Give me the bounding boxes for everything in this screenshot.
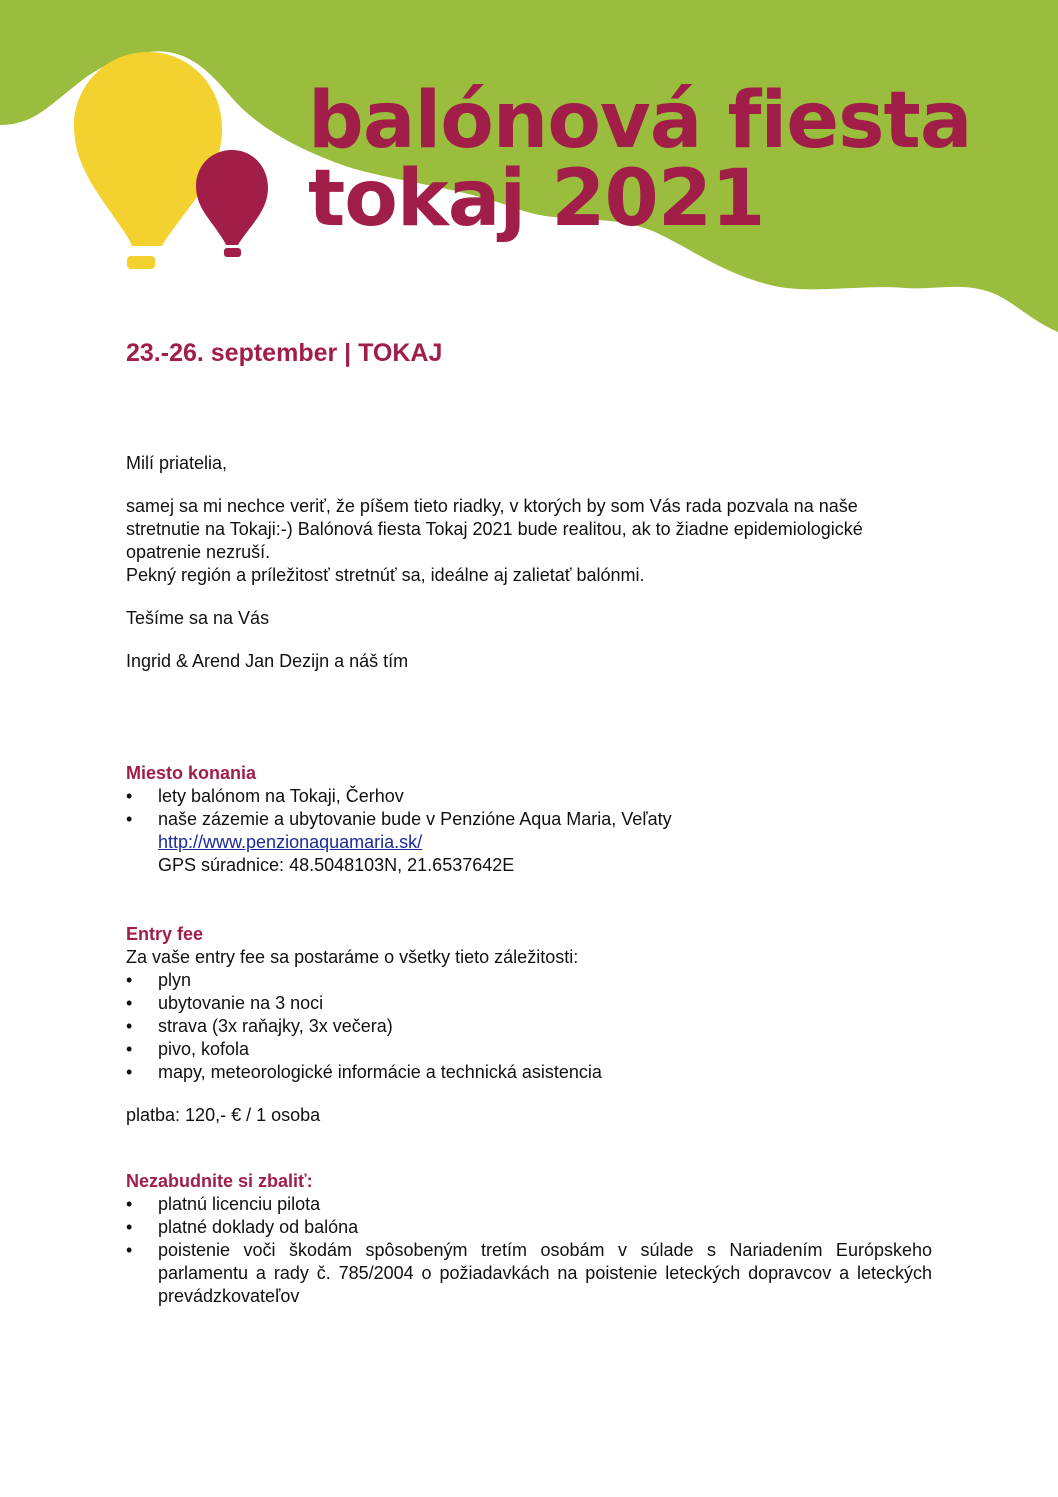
venue-list <box>126 785 932 877</box>
logo-title-line-2: tokaj 2021 <box>308 154 765 244</box>
entry-fee-item: • ubytovanie na 3 noci <box>126 992 932 1015</box>
letter-body-paragraph: samej sa mi nechce veriť, že píšem tieto riadky, v ktorých by som Vás rada pozvala na naše stretnutie na Tokaji:-) Balónová fiesta Tokaj 2021 bude realitou, ak to žiadne epidemiologické opatrenie nezruší. <box>126 496 863 562</box>
venue-item-text: lety balónom na Tokaji, Čerhov <box>158 786 404 806</box>
packing-item: • platnú licenciu pilota <box>126 1193 932 1216</box>
packing-item: • poistenie voči škodám spôsobeným tretím osobám v súlade s Nariadením Európskeho parlamentu a rady č. 785/2004 o požiadavkách na poistenie leteckých dopravcov a leteckých prevádzkovateľov <box>126 1239 932 1308</box>
entry-fee-intro: Za vaše entry fee sa postaráme o všetky tieto záležitosti: <box>126 947 579 967</box>
entry-fee-list <box>126 969 932 1084</box>
letter-signature: Ingrid & Arend Jan Dezijn a náš tím <box>126 651 409 671</box>
entry-fee-item: • strava (3x raňajky, 3x večera) <box>126 1015 932 1038</box>
venue-item-text: naše zázemie a ubytovanie bude v Penzióne Aqua Maria, Veľaty <box>158 809 672 829</box>
entry-fee-item: • plyn <box>126 969 932 992</box>
penzion-website-link[interactable]: http://www.penzionaquamaria.sk/ <box>158 832 423 852</box>
entry-fee-item: • mapy, meteorologické informácie a technická asistencia <box>126 1061 932 1084</box>
greeting: Milí priatelia, <box>126 453 228 473</box>
packing-heading: Nezabudnite si zbaliť: <box>126 1171 313 1191</box>
yellow-balloon-icon <box>74 52 222 269</box>
packing-list <box>126 1193 932 1308</box>
venue-item <box>126 808 932 877</box>
entry-fee-heading: Entry fee <box>126 924 204 944</box>
entry-fee-item: • pivo, kofola <box>126 1038 932 1061</box>
venue-item <box>126 785 932 808</box>
red-balloon-icon <box>196 150 268 257</box>
event-date-heading: 23.-26. september | TOKAJ <box>126 339 443 367</box>
gps-coordinates: GPS súradnice: 48.5048103N, 21.6537642E <box>158 855 515 875</box>
venue-heading: Miesto konania <box>126 763 257 783</box>
letter-closing: Tešíme sa na Vás <box>126 608 270 628</box>
packing-item: • platné doklady od balóna <box>126 1216 932 1239</box>
payment-info: platba: 120,- € / 1 osoba <box>126 1105 321 1125</box>
letter-body-line: Pekný región a príležitosť stretnúť sa, ideálne aj zalietať balónmi. <box>126 565 645 585</box>
document-content <box>126 452 932 1308</box>
logo-title-line-1: balónová fiesta <box>308 76 972 166</box>
